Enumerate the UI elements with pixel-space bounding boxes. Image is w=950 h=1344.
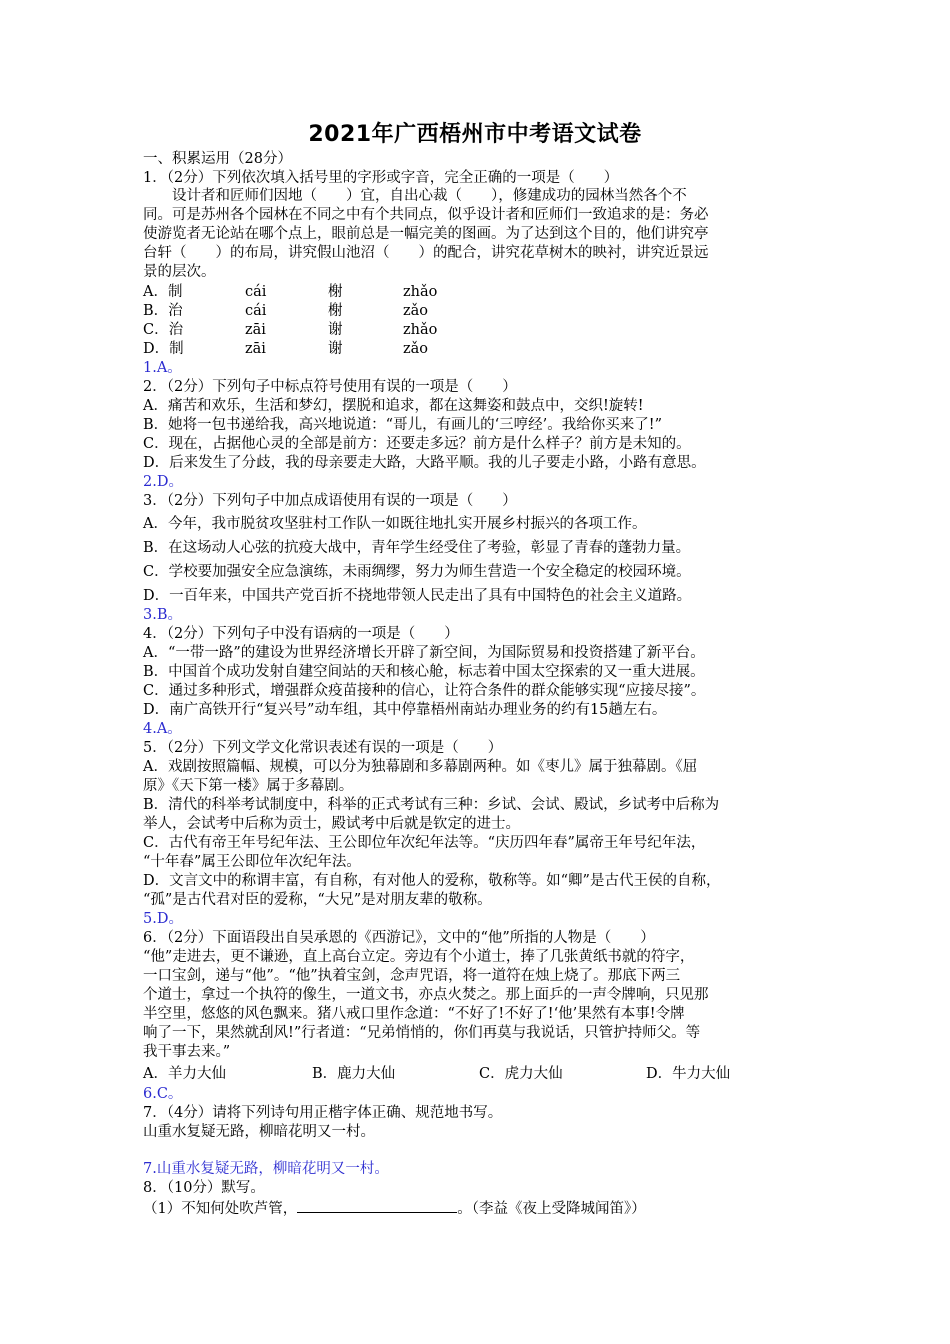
- q1-passage-line: 设计者和匠师们因地（ ）宜，自出心裁（ ），修建成功的园林当然各个不: [143, 188, 687, 204]
- q3-option: D．一百年来，中国共产党百折不挠地带领人民走出了具有中国特色的社会主义道路。: [143, 588, 692, 604]
- q1-option-c-col4: zhǎo: [403, 322, 438, 338]
- q7-stem: 7．（4分）请将下列诗句用正楷字体正确、规范地书写。: [143, 1105, 503, 1121]
- q4-answer: 4.A。: [143, 721, 182, 737]
- q2-option: C．现在，占据他心灵的全部是前方：还要走多远？前方是什么样子？前方是未知的。: [143, 436, 691, 452]
- q1-option-b-col3: 榭: [328, 303, 343, 319]
- q6-passage-line: “他”走进去，更不谦逊，直上高台立定。旁边有个小道士，捧了几张黄纸书就的符字，: [143, 949, 695, 965]
- q4-option: D．南广高铁开行“复兴号”动车组，其中停靠梧州南站办理业务的约有15趟左右。: [143, 702, 667, 718]
- q1-option-d-col4: zǎo: [403, 341, 429, 357]
- q8-item-1-suffix: 。（李益《夜上受降城闻笛》）: [457, 1201, 646, 1217]
- q6-passage-line: 响了一下，果然就刮风!”行者道：“兄弟悄悄的，你们再莫与我说话，只管护持师父。等: [143, 1025, 701, 1041]
- q4-option: C．通过多种形式，增强群众疫苗接种的信心，让符合条件的群众能够实现“应接尽接”。: [143, 683, 706, 699]
- q3-stem: 3．（2分）下列句子中加点成语使用有误的一项是（ ）: [143, 493, 517, 509]
- q1-option-a-col3: 榭: [328, 284, 343, 300]
- q5-line: 举人，会试考中后称为贡士，殿试考中后就是钦定的进士。: [143, 816, 520, 832]
- q1-option-a-col2: cái: [245, 284, 267, 300]
- q5-line: B．清代的科举考试制度中，科举的正式考试有三种：乡试、会试、殿试，乡试考中后称为: [143, 797, 720, 813]
- q5-line: 原》《天下第一楼》属于多幕剧。: [143, 778, 354, 794]
- q1-option-b-col4: zǎo: [403, 303, 429, 319]
- q7-answer: 7.山重水复疑无路，柳暗花明又一村。: [143, 1161, 389, 1177]
- q6-option-b: B．鹿力大仙: [312, 1066, 396, 1082]
- q8-item-1: [143, 1198, 646, 1219]
- q3-option: C．学校要加强安全应急演练，未雨绸缪，努力为师生营造一个安全稳定的校园环境。: [143, 564, 691, 580]
- q3-option: B．在这场动人心弦的抗疫大战中，青年学生经受住了考验，彰显了青春的蓬勃力量。: [143, 540, 691, 556]
- q2-answer: 2.D。: [143, 474, 183, 490]
- q1-passage-line: 景的层次。: [143, 264, 216, 280]
- q1-option-c-col2: zāi: [245, 322, 266, 338]
- q1-passage-line: 台轩（ ）的布局，讲究假山池沼（ ）的配合，讲究花草树木的映衬，讲究近景远: [143, 245, 709, 261]
- q6-passage-line: 个道士，拿过一个执符的像生，一道文书，亦点火焚之。那上面乒的一声令牌响，只见那: [143, 987, 709, 1003]
- q2-option: D．后来发生了分歧，我的母亲要走大路，大路平顺。我的儿子要走小路，小路有意思。: [143, 455, 706, 471]
- fill-in-blank[interactable]: [297, 1198, 457, 1213]
- q6-option-c: C．虎力大仙: [479, 1066, 563, 1082]
- q1-stem: 1．（2分）下列依次填入括号里的字形或字音，完全正确的一项是（ ）: [143, 170, 619, 186]
- q6-passage-line: 我干事去来。”: [143, 1044, 231, 1060]
- q5-line: A．戏剧按照篇幅、规模，可以分为独幕剧和多幕剧两种。如《枣儿》属于独幕剧。《屈: [143, 759, 698, 775]
- q1-option-c-label: C．治: [143, 322, 184, 338]
- q1-option-d-label: D．制: [143, 341, 184, 357]
- q5-line: “孤”是古代君对臣的爱称，“大兄”是对朋友辈的敬称。: [143, 892, 492, 908]
- q6-option-a: A．羊力大仙: [143, 1066, 226, 1082]
- q8-item-1-prefix: （1）不知何处吹芦管，: [143, 1201, 298, 1217]
- q1-passage-line: 同。可是苏州各个园林在不同之中有个共同点，似乎设计者和匠师们一致追求的是：务必: [143, 207, 709, 223]
- q1-option-a-label: A．制: [143, 284, 183, 300]
- q1-option-b-label: B．治: [143, 303, 183, 319]
- q3-answer: 3.B。: [143, 607, 182, 623]
- q1-option-d-col2: zāi: [245, 341, 266, 357]
- q2-option: B．她将一包书递给我，高兴地说道：“哥儿，有画儿的‘三哼经’。我给你买来了!”: [143, 417, 663, 433]
- q1-option-a-col4: zhǎo: [403, 284, 438, 300]
- q6-option-d: D．牛力大仙: [646, 1066, 731, 1082]
- q5-line: “十年春”属王公即位年次纪年法。: [143, 854, 361, 870]
- q6-passage-line: 一口宝剑，递与“他”。“他”执着宝剑，念声咒语，将一道符在烛上烧了。那底下两三: [143, 968, 681, 984]
- q2-stem: 2．（2分）下列句子中标点符号使用有误的一项是（ ）: [143, 379, 517, 395]
- q1-answer: 1.A。: [143, 360, 182, 376]
- q1-passage-line: 使游览者无论站在哪个点上，眼前总是一幅完美的图画。为了达到这个目的，他们讲究亭: [143, 226, 709, 242]
- q6-stem: 6．（2分）下面语段出自吴承恩的《西游记》，文中的“他”所指的人物是（ ）: [143, 930, 655, 946]
- q1-option-d-col3: 谢: [328, 341, 343, 357]
- q5-line: D．文言文中的称谓丰富，有自称，有对他人的爱称，敬称等。如“卿”是古代王侯的自称，: [143, 873, 721, 889]
- q1-option-b-col2: cái: [245, 303, 267, 319]
- q2-option: A．痛苦和欢乐，生活和梦幻，摆脱和追求，都在这舞姿和鼓点中，交织!旋转!: [143, 398, 644, 414]
- q6-answer: 6.C。: [143, 1086, 183, 1102]
- q4-stem: 4．（2分）下列句子中没有语病的一项是（ ）: [143, 626, 459, 642]
- q3-option: A．今年，我市脱贫攻坚驻村工作队一如既往地扎实开展乡村振兴的各项工作。: [143, 516, 647, 532]
- section-heading: 一、积累运用（28分）: [143, 151, 292, 167]
- q4-option: B．中国首个成功发射自建空间站的天和核心舱，标志着中国太空探索的又一重大进展。: [143, 664, 705, 680]
- q8-stem: 8．（10分）默写。: [143, 1180, 265, 1196]
- q5-line: C．古代有帝王年号纪年法、王公即位年次纪年法等。“庆历四年春”属帝王年号纪年法，: [143, 835, 706, 851]
- q5-stem: 5．（2分）下列文学文化常识表述有误的一项是（ ）: [143, 740, 503, 756]
- q6-passage-line: 半空里，悠悠的风色飘来。猪八戒口里作念道：“不好了!不好了!‘他’果然有本事!令牌: [143, 1006, 685, 1022]
- page-title: 2021年广西梧州市中考语文试卷: [308, 122, 642, 147]
- q5-answer: 5.D。: [143, 911, 183, 927]
- q7-poem: 山重水复疑无路，柳暗花明又一村。: [143, 1124, 375, 1140]
- q4-option: A．“一带一路”的建设为世界经济增长开辟了新空间，为国际贸易和投资搭建了新平台。: [143, 645, 705, 661]
- q1-option-c-col3: 谢: [328, 322, 343, 338]
